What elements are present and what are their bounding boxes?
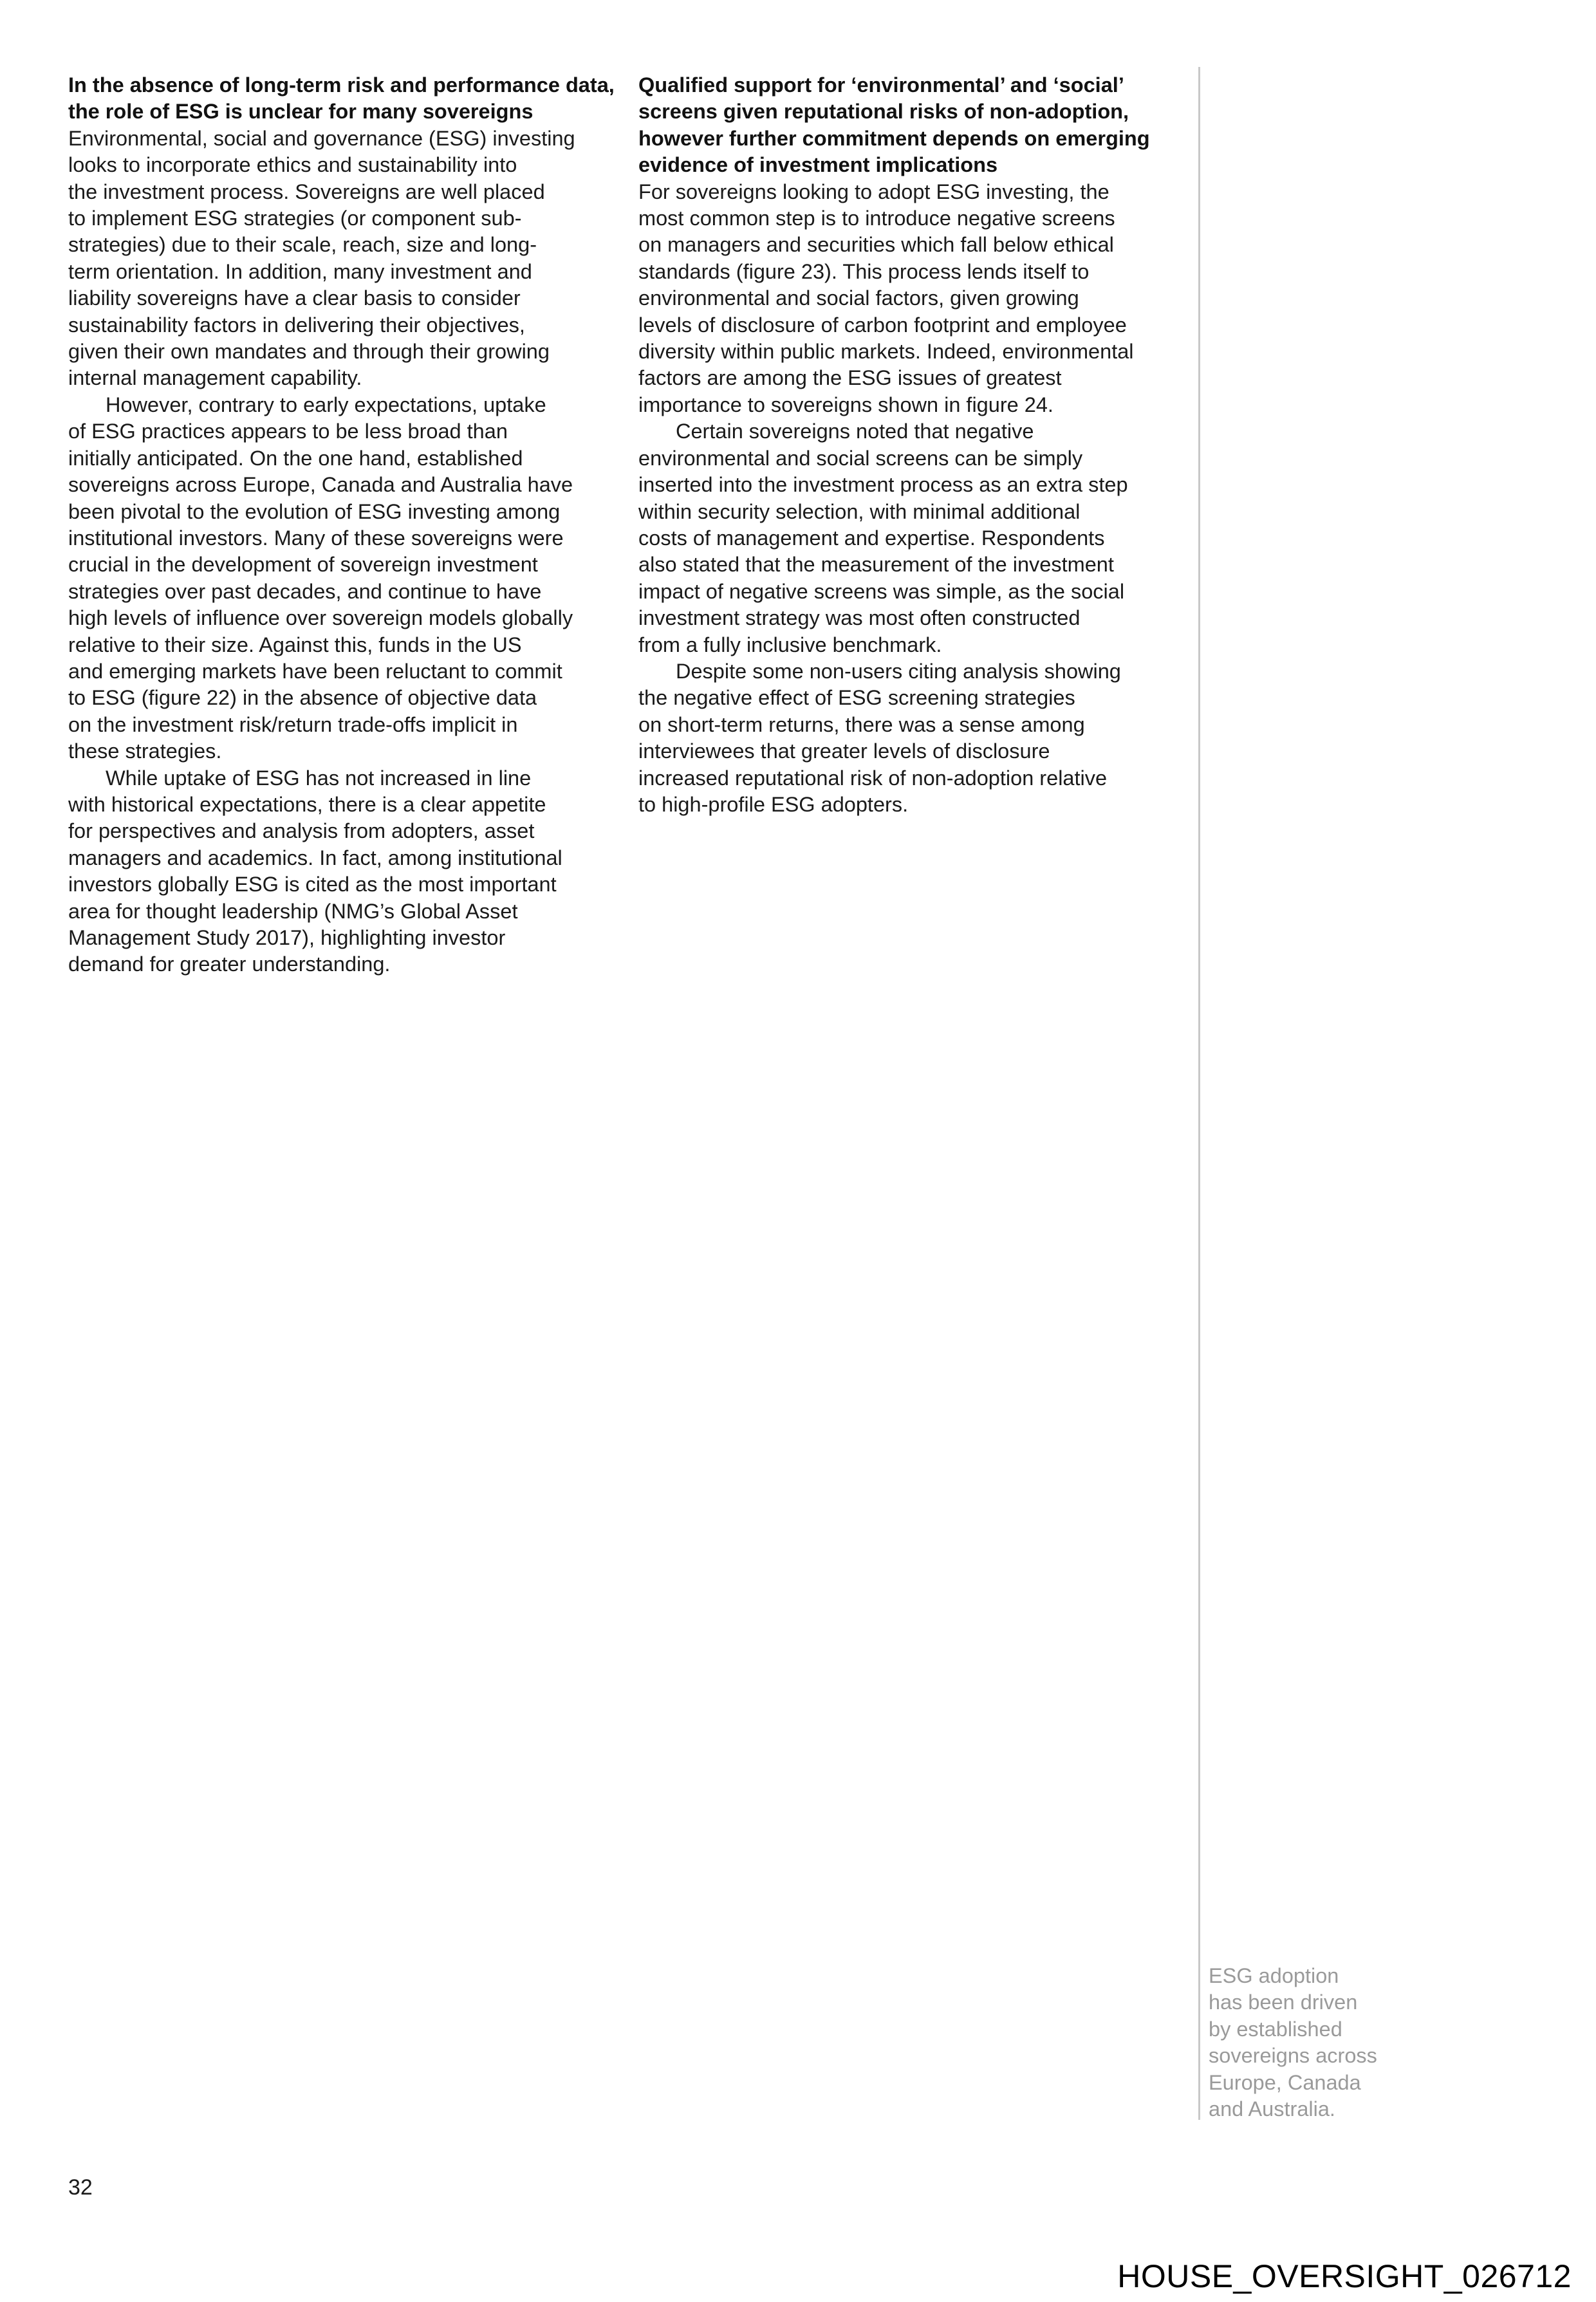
left-paragraph-1: Environmental, social and governance (ESG) investing looks to incorporate ethics and sustainability into the investment process. Sovereigns are well placed to implement ESG strategies (or component sub- strategies) due to their scale, reach, size and long- term orientation. In addition, many investment and liability sovereigns have a clear basis to consider sustainability factors in delivering their objectives, given their own mandates and through their growing internal management capability. (68, 126, 575, 390)
right-section-heading: Qualified support for ‘environmental’ and ‘social’ screens given reputational risks of non-adoption, however further commitment depends on emerging evidence of investment implications (638, 73, 1150, 177)
left-section-heading: In the absence of long-term risk and performance data, the role of ESG is unclear for many sovereigns (68, 73, 615, 124)
left-paragraph-2: However, contrary to early expectations, uptake of ESG practices appears to be less broad than initially anticipated. On the one hand, established sovereigns across Europe, Canada and Australia have been pivotal to the evolution of ESG investing among institutional investors. Many of these sovereigns were crucial in the development of sovereign investment strategies over past decades, and continue to have high levels of influence over sovereign models globally relative to their size. Against this, funds in the US and emerging markets have been reluctant to commit to ESG (figure 22) in the absence of objective data on the investment risk/return trade-offs implicit in these strategies. (68, 393, 573, 763)
document-stamp: HOUSE_OVERSIGHT_026712 (1117, 2258, 1572, 2294)
right-paragraph-3: Despite some non-users citing analysis showing the negative effect of ESG screening strategies on short-term returns, there was a sense among interviewees that greater levels of disclosure increased reputational risk of non-adoption relative to high-profile ESG adopters. (638, 659, 1121, 816)
right-column (638, 72, 1192, 818)
page-number: 32 (68, 2175, 93, 2200)
right-paragraph-2: Certain sovereigns noted that negative environmental and social screens can be simply inserted into the investment process as an extra step within security selection, with minimal additional costs of management and expertise. Respondents also stated that the measurement of the investment impact of negative screens was simple, as the social investment strategy was most often constructed from a fully inclusive benchmark. (638, 420, 1128, 656)
left-column (68, 72, 622, 978)
right-paragraph-1: For sovereigns looking to adopt ESG investing, the most common step is to introduce negative screens on managers and securities which fall below ethical standards (figure 23). This process lends itself to environmental and social factors, given growing levels of disclosure of carbon footprint and employee diversity within public markets. Indeed, environmental factors are among the ESG issues of greatest importance to sovereigns shown in figure 24. (638, 180, 1134, 416)
sidebar-divider (1198, 67, 1200, 2120)
pull-quote: ESG adoption has been driven by established sovereigns across Europe, Canada and Australia. (1209, 1964, 1377, 2121)
left-paragraph-3: While uptake of ESG has not increased in line with historical expectations, there is a clear appetite for perspectives and analysis from adopters, asset managers and academics. In fact, among institutional investors globally ESG is cited as the most important area for thought leadership (NMG’s Global Asset Management Study 2017), highlighting investor demand for greater understanding. (68, 766, 562, 976)
